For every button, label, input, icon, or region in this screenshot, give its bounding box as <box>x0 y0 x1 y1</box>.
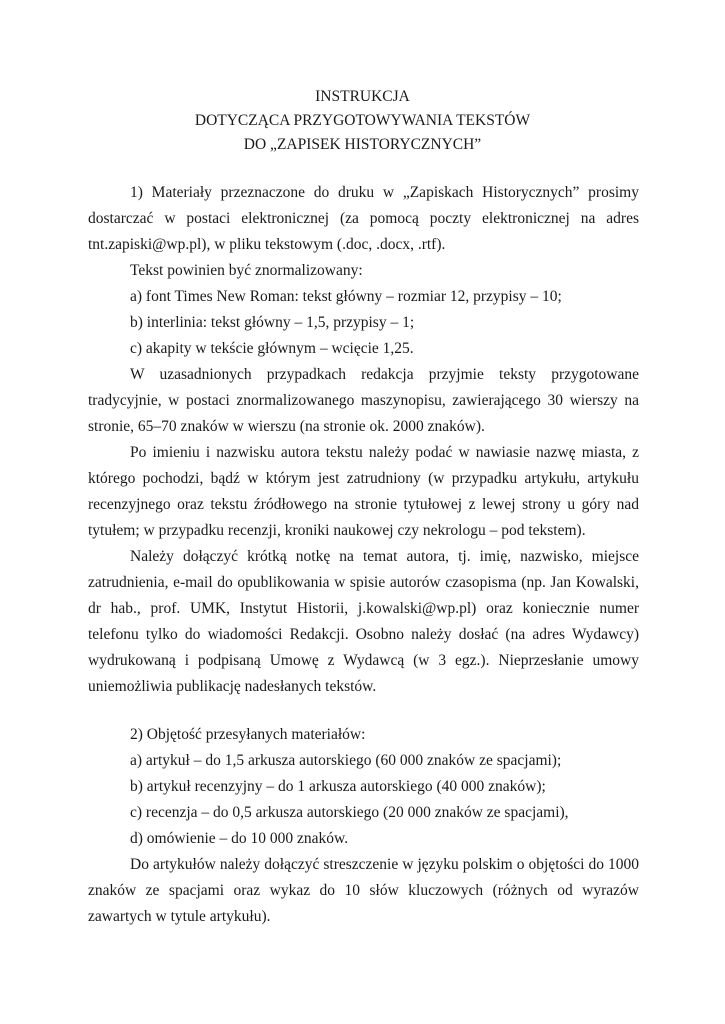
section-spacer <box>88 700 639 722</box>
title-line-2: DOTYCZĄCA PRZYGOTOWYWANIA TEKSTÓW <box>194 112 531 129</box>
list-item: b) artykuł recenzyjny – do 1 arkusza autorskiego (40 000 znaków); <box>130 778 546 795</box>
author-city-paragraph: Po imieniu i nazwisku autora tekstu należy podać w nawiasie nazwę miasta, z którego pochodzi, bądź w którym jest zatrudniony (w przypadku artykułu, artykułu recenzyjnego oraz tekstu źródłowego na stronie tytułowej z lewej strony u góry nad tytułem; w przypadku recenzji, kroniki naukowej czy nekrologu – pod tekstem). <box>88 444 639 539</box>
list-item: c) recenzja – do 0,5 arkusza autorskiego (20 000 znaków ze spacjami), <box>130 804 569 821</box>
document-body <box>88 180 639 930</box>
title-line-1: INSTRUKCJA <box>315 88 410 105</box>
section1-intro-paragraph: 1) Materiały przeznaczone do druku w „Zapiskach Historycznych” prosimy dostarczać w postaci elektronicznej (za pomocą poczty elektronicznej na adres tnt.zapiski@wp.pl), w pliku tekstowym (.doc, .docx, .rtf). <box>88 184 639 253</box>
normalization-intro: Tekst powinien być znormalizowany: <box>130 262 363 279</box>
document-title <box>0 85 725 157</box>
list-item: c) akapity w tekście głównym – wcięcie 1,25. <box>130 340 414 357</box>
list-item: b) interlinia: tekst główny – 1,5, przypisy – 1; <box>130 314 415 331</box>
author-note-paragraph: Należy dołączyć krótką notkę na temat autora, tj. imię, nazwisko, miejsce zatrudnienia, e-mail do opublikowania w spisie autorów czasopisma (np. Jan Kowalski, dr hab., prof. UMK, Instytut Historii, j.kowalski@wp.pl) oraz koniecznie numer telefonu tylko do wiadomości Redakcji. Osobno należy dosłać (na adres Wydawcy) wydrukowaną i podpisaną Umowę z Wydawcą (w 3 egz.). Nieprzesłanie umowy uniemożliwia publikację nadesłanych tekstów. <box>88 548 639 695</box>
list-item: a) font Times New Roman: tekst główny – rozmiar 12, przypisy – 10; <box>130 288 562 305</box>
section2-intro: 2) Objętość przesyłanych materiałów: <box>130 726 366 743</box>
list-item: a) artykuł – do 1,5 arkusza autorskiego (60 000 znaków ze spacjami); <box>130 752 562 769</box>
title-line-3: DO „ZAPISEK HISTORYCZNYCH” <box>243 136 482 153</box>
list-item: d) omówienie – do 10 000 znaków. <box>130 830 349 847</box>
abstract-paragraph: Do artykułów należy dołączyć streszczenie w języku polskim o objętości do 1000 znaków ze spacjami oraz wykaz do 10 słów kluczowych (różnych od wyrazów zawartych w tytule artykułu). <box>88 856 639 925</box>
traditional-typescript-paragraph: W uzasadnionych przypadkach redakcja przyjmie teksty przygotowane tradycyjnie, w postaci znormalizowanego maszynopisu, zawierającego 30 wierszy na stronie, 65–70 znaków w wierszu (na stronie ok. 2000 znaków). <box>88 366 639 435</box>
